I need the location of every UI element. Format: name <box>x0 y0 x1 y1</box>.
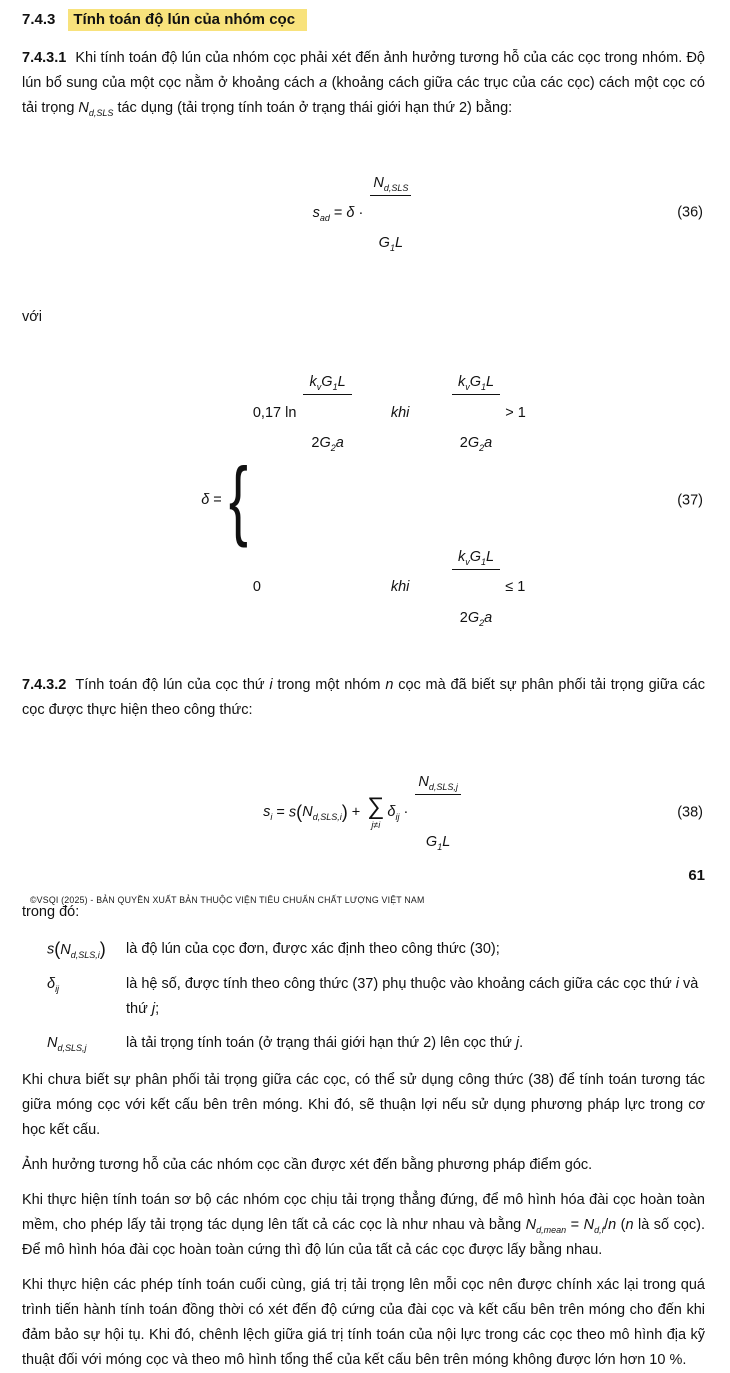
where-intro: trong đó: <box>22 904 80 920</box>
definition-text: là hệ số, được tính theo công thức (37) phụ thuộc vào khoảng cách giữa các cọc thứ i và thứ j; <box>126 975 699 1017</box>
body-paragraph-2: Ảnh hưởng tương hỗ của các nhóm cọc cần được xét đến bằng phương pháp điểm góc. <box>22 1156 593 1173</box>
copyright-footer: ©VSQI (2025) - BẢN QUYỀN XUẤT BẢN THUỘC VIỆN TIÊU CHUẨN CHẤT LƯỢNG VIỆT NAM <box>30 895 425 905</box>
summation <box>367 792 385 830</box>
section-number: 7.4.3 <box>22 11 56 28</box>
sigma-symbol: ∑ <box>367 792 385 820</box>
body-paragraph-3: Khi thực hiện tính toán sơ bộ các nhóm cọc chịu tải trọng thẳng đứng, để mô hình hóa đài cọc hoàn toàn mềm, cho phép lấy tải trọng tác dụng lên tất cả các cọc là như nhau và bằng $N_{d,mean} = N_{d,f}/n$ (n là số cọc). Để mô hình hóa đài cọc hoàn toàn cứng thì độ lún của tất cả các cọc được lấy bằng nhau. <box>22 1191 706 1258</box>
equation-37-lhs: δ = <box>201 492 226 508</box>
fraction-numerator: $N_{d,SLS}$ <box>370 174 411 196</box>
fraction: $\frac{k_vG_1L}{2G_2a}$ <box>452 336 500 491</box>
section-heading <box>22 9 705 31</box>
equation-37-body <box>201 336 526 666</box>
equation-36-body <box>313 136 415 291</box>
section-title: Tính toán độ lún của nhóm cọc <box>68 9 307 31</box>
definition-term: $N_{d,SLS,j}$ <box>47 1034 87 1053</box>
definition-row-n <box>22 1031 705 1056</box>
equation-37-number: (37) <box>677 492 703 508</box>
case-1-value: 0,17 ln $\frac{k_vG_1L}{2G_2a}$ <box>253 336 381 491</box>
cases-brace: { <box>228 450 248 550</box>
equation-36 <box>22 136 705 291</box>
summation-limits: j≠i <box>371 819 381 830</box>
fraction-denominator: $G_1L$ <box>378 235 404 254</box>
clause-7431 <box>22 46 705 121</box>
case-2-condition: $\frac{k_vG_1L}{2G_2a}$ ≤ 1 <box>449 511 526 666</box>
equation-36-number: (36) <box>677 204 703 221</box>
equation-38-body <box>263 735 464 890</box>
fraction: $\frac{N_{d,SLS,j}}{G_1L}$ <box>415 735 461 890</box>
page-number: 61 <box>688 867 705 884</box>
equation-38-lhs: $s_i = s(N_{d,SLS,i})$ + <box>263 801 365 823</box>
clause-7432-number: 7.4.3.2 <box>22 677 67 694</box>
case-1-khi: khi <box>390 404 410 421</box>
definition-term: $s(N_{d,SLS,i})$ <box>47 939 106 960</box>
equation-37 <box>22 336 705 666</box>
definition-text: là độ lún của cọc đơn, được xác định theo công thức (30); <box>126 941 500 957</box>
fraction: $\frac{k_vG_1L}{2G_2a}$ <box>452 511 500 666</box>
body-paragraph-1: Khi chưa biết sự phân phối tải trọng giữa các cọc, có thể sử dụng công thức (38) để tính toán tương tác giữa móng cọc với kết cấu bên trên móng. Khi đó, sẽ thuận lợi nếu sử dụng phương pháp lực trong cơ học kết cấu. <box>22 1071 705 1138</box>
equation-36-lhs: $s_{ad} = \delta$ · <box>312 204 368 223</box>
fraction <box>370 136 411 291</box>
case-1-condition: $\frac{k_vG_1L}{2G_2a}$ > 1 <box>449 336 526 491</box>
clause-7432 <box>22 673 705 723</box>
body-paragraph-4: Khi thực hiện các phép tính toán cuối cùng, giá trị tải trọng lên mỗi cọc nên được chính xác lại trong quá trình tiến hành tính toán đồng thời có xét đến độ cứng của đài cọc và kết cấu bên trên móng cho đến khi đảm bảo sự hội tụ. Khi đó, chênh lệch giữa giá trị tính toán của nội lực trong các cọc theo mô hình địa kỹ thuật đối với móng cọc và theo mô hình tổng thể của kết cấu bên trên móng không được lớn hơn 10 %. <box>22 1276 705 1368</box>
equation-38-number: (38) <box>677 804 703 821</box>
equation-38-mid: $\delta_{ij}$ · <box>387 804 413 823</box>
clause-7432-text: Tính toán độ lún của cọc thứ i trong một nhóm n cọc mà đã biết sự phân phối tải trọng giữa các cọc được thực hiện theo công thức: <box>22 677 706 719</box>
definition-term: $\delta_{ij}$ <box>47 975 60 994</box>
clause-7431-number: 7.4.3.1 <box>22 50 67 66</box>
definition-list <box>22 937 705 1056</box>
case-2-value: 0 <box>252 579 261 596</box>
definition-text: là tải trọng tính toán (ở trạng thái giới hạn thứ 2) lên cọc thứ j. <box>126 1034 524 1051</box>
case-2-khi: khi <box>390 579 410 596</box>
cases-block <box>253 336 526 666</box>
definition-row-delta <box>22 972 705 1022</box>
fraction: $\frac{k_vG_1L}{2G_2a}$ <box>303 336 351 491</box>
voi-label: với <box>22 308 42 325</box>
definition-row-s <box>22 937 705 963</box>
clause-7431-text: Khi tính toán độ lún của nhóm cọc phải xét đến ảnh hưởng tương hỗ của các cọc trong nhóm. Độ lún bổ sung của một cọc nằm ở khoảng cách a (khoảng cách giữa các trục của các cọc) cách một cọc có tải trọng $N_{d,SLS}$ tác dụng (tải trọng tính toán ở trạng thái giới hạn thứ 2) bằng: <box>22 50 705 118</box>
equation-38 <box>22 735 705 890</box>
